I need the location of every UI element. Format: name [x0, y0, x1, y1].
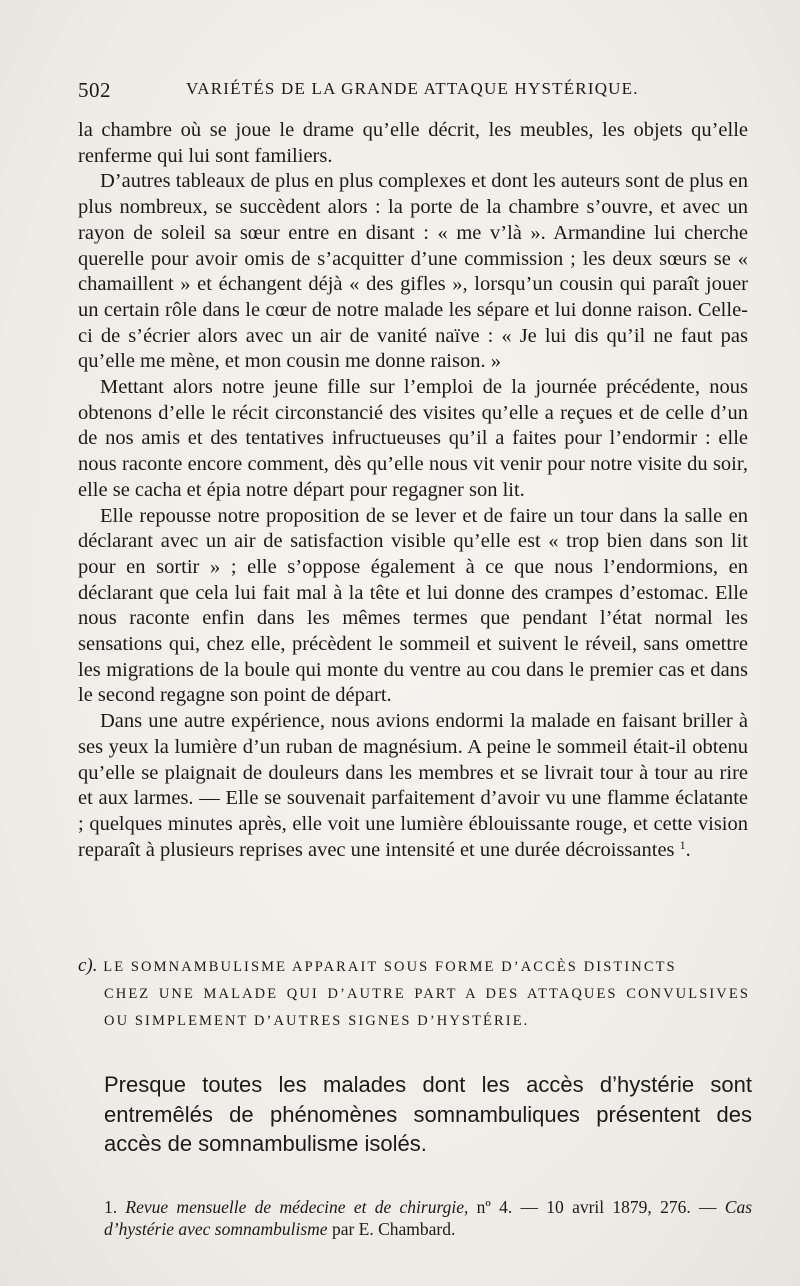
footnote-author: par E. Chambard.: [327, 1219, 456, 1239]
paragraph-continued: la chambre où se joue le drame qu’elle décrit, les meubles, les objets qu’elle renferme qui lui sont familiers.: [78, 119, 748, 167]
running-head: VARIÉTÉS DE LA GRANDE ATTAQUE HYSTÉRIQUE.: [186, 79, 639, 98]
section-heading: [78, 952, 750, 1035]
page-header: [78, 76, 758, 110]
footnote-title: Cas d’hystérie avec somnambulisme: [104, 1197, 752, 1239]
section-heading-line2: CHEZ UNE MALADE QUI D’AUTRE PART A DES ATTAQUES CONVULSIVES OU SIMPLEMENT D’AUTRES SIGNES D’HYSTÉRIE.: [104, 986, 750, 1029]
paragraph: D’autres tableaux de plus en plus complexes et dont les auteurs sont de plus en plus nombreux, se succèdent alors : la porte de la chambre s’ouvre, et avec un rayon de soleil sa sœur entre en disant : « me v’là ». Armandine lui cherche querelle pour avoir omis de s’acquitter d’une commission ; les deux sœurs se « chamaillent » et échangent déjà « des gifles », lorsqu’un cousin qui paraît jouer un certain rôle dans le cœur de notre malade les sépare et lui donne raison. Celle-ci de s’écrier alors avec un air de vanité naïve : « Je lui dis qu’il ne faut pas qu’elle me mène, et mon cousin me donne raison. »: [78, 170, 748, 373]
paragraph: Elle repousse notre proposition de se lever et de faire un tour dans la salle en déclarant avec un air de satisfaction visible qu’elle est « trop bien dans son lit pour en sortir » ; elle s’oppose également à ce que nous l’endormions, en déclarant que cela lui fait mal à la tête et lui donne des crampes d’estomac. Elle nous raconte enfin dans les mêmes termes que pendant l’état normal les sensations qui, chez elle, précèdent le sommeil et suivent le réveil, sans omettre les migrations de la boule qui monte du ventre au cou dans le premier cas et dans le second regagne son point de départ.: [78, 504, 748, 707]
section-heading-line1: LE SOMNAMBULISME APPARAIT SOUS FORME D’ACCÈS DISTINCTS: [103, 959, 677, 975]
footnote-journal: Revue mensuelle de médecine et de chirurgie: [125, 1197, 465, 1217]
lead-paragraph: Presque toutes les malades dont les accès d’hystérie sont entremêlés de phénomènes somnambuliques présentent des accès de somnambulisme isolés.: [104, 1072, 752, 1156]
footnote-issue: , nº 4. — 10 avril 1879, 276. —: [464, 1197, 725, 1217]
footnote-reference: 1: [679, 837, 686, 852]
footnote: [104, 1196, 752, 1240]
paragraph: Mettant alors notre jeune fille sur l’emploi de la journée précédente, nous obtenons d’elle le récit circonstancié des visites qu’elle a reçues et de celle d’un de nos amis et des tentatives infructueuses qu’il a faites pour l’endormir : elle nous raconte encore comment, dès qu’elle nous vit venir pour notre visite du soir, elle se cacha et épia notre départ pour regagner son lit.: [78, 376, 748, 501]
paragraph-with-note: [78, 709, 748, 863]
paragraph-text: Dans une autre expérience, nous avions endormi la malade en faisant briller à ses yeux la lumière d’un ruban de magnésium. A peine le sommeil était-il obtenu qu’elle se plaignait de douleurs dans les membres et se livrait tour à tour au rire et aux larmes. — Elle se souvenait parfaitement d’avoir vu une flamme éclatante ; quelques minutes après, elle voit une lumière éblouissante rouge, et cette vision reparaît à plusieurs reprises avec une intensité et une durée décroissantes: [78, 710, 748, 861]
page-number: 502: [78, 78, 111, 102]
footnote-marker: 1.: [104, 1197, 118, 1217]
section-label: c).: [78, 955, 98, 976]
paragraph-end: .: [685, 838, 691, 861]
body-text: [78, 118, 748, 863]
